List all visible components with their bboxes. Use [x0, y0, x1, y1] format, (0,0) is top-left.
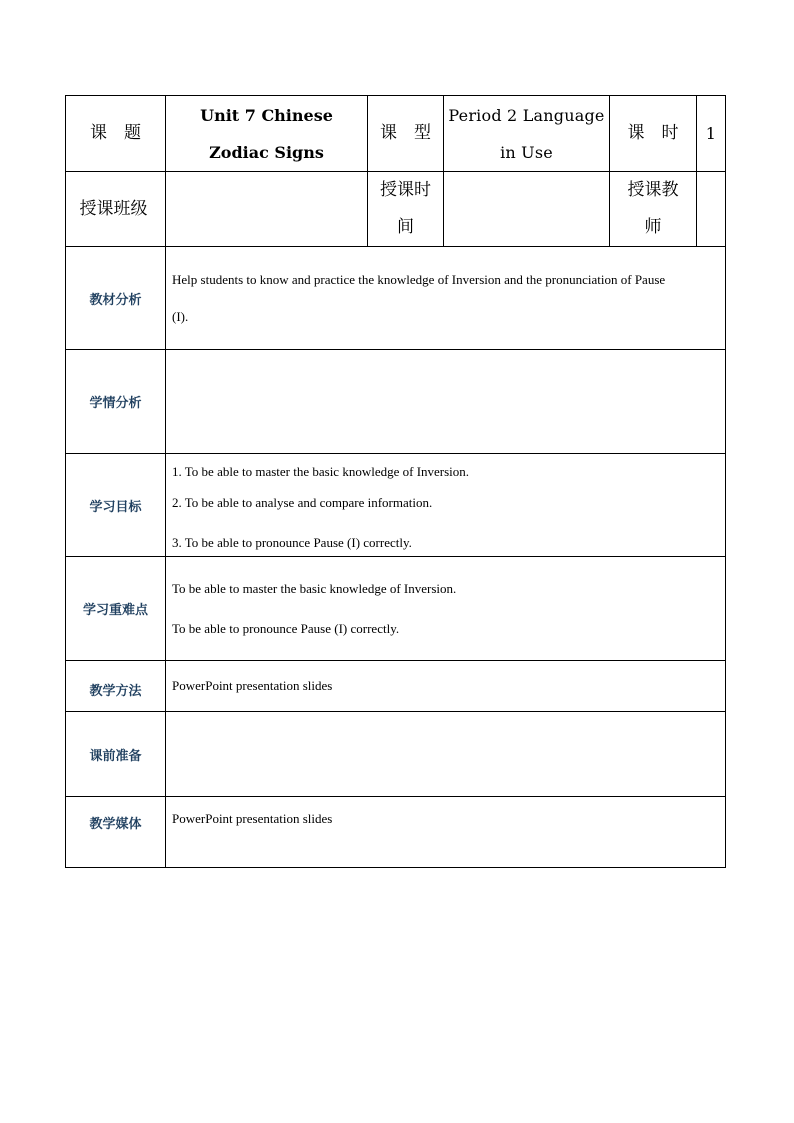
row-media	[66, 797, 726, 868]
objectives-line-3: 3. To be able to pronounce Pause (I) correctly.	[172, 535, 412, 550]
row-objectives	[66, 454, 726, 557]
materials-content	[166, 247, 726, 350]
media-label: 教学媒体	[66, 797, 166, 868]
lesson-plan-table	[65, 95, 726, 868]
row-materials	[66, 247, 726, 350]
objectives-content	[166, 454, 726, 557]
header-row-topic	[66, 96, 726, 172]
class-label: 授课班级	[66, 172, 166, 247]
media-content: PowerPoint presentation slides	[166, 797, 726, 868]
teacher-value	[697, 172, 726, 247]
methods-label: 教学方法	[66, 661, 166, 712]
materials-label: 教材分析	[66, 247, 166, 350]
time-value	[444, 172, 610, 247]
topic-label: 课 题	[66, 96, 166, 172]
row-methods	[66, 661, 726, 712]
students-content	[166, 350, 726, 454]
objectives-line-1: 1. To be able to master the basic knowledge of Inversion.	[172, 464, 470, 479]
preparation-label: 课前准备	[66, 712, 166, 797]
key-points-line-1: To be able to master the basic knowledge of Inversion.	[172, 580, 457, 596]
methods-content: PowerPoint presentation slides	[166, 661, 726, 712]
header-row-class	[66, 172, 726, 247]
time-label: 授课时间	[368, 172, 444, 247]
class-value	[166, 172, 368, 247]
materials-line-1: Help students to know and practice the knowledge of Inversion and the pronunciation of Pause	[172, 272, 666, 287]
key-points-label: 学习重难点	[66, 557, 166, 661]
objectives-line-2: 2. To be able to analyse and compare information.	[172, 495, 433, 510]
key-points-content	[166, 557, 726, 661]
row-preparation	[66, 712, 726, 797]
teacher-label: 授课教师	[610, 172, 697, 247]
objectives-label: 学习目标	[66, 454, 166, 557]
students-label: 学情分析	[66, 350, 166, 454]
hours-value: 1	[697, 96, 726, 172]
row-students	[66, 350, 726, 454]
row-key-points	[66, 557, 726, 661]
type-value: Period 2 Language in Use	[444, 96, 610, 172]
topic-value: Unit 7 Chinese Zodiac Signs	[166, 96, 368, 172]
type-label: 课 型	[368, 96, 444, 172]
key-points-line-2: To be able to pronounce Pause (I) correctly.	[172, 620, 400, 636]
hours-label: 课 时	[610, 96, 697, 172]
preparation-content	[166, 712, 726, 797]
materials-line-2: (I).	[172, 309, 189, 324]
